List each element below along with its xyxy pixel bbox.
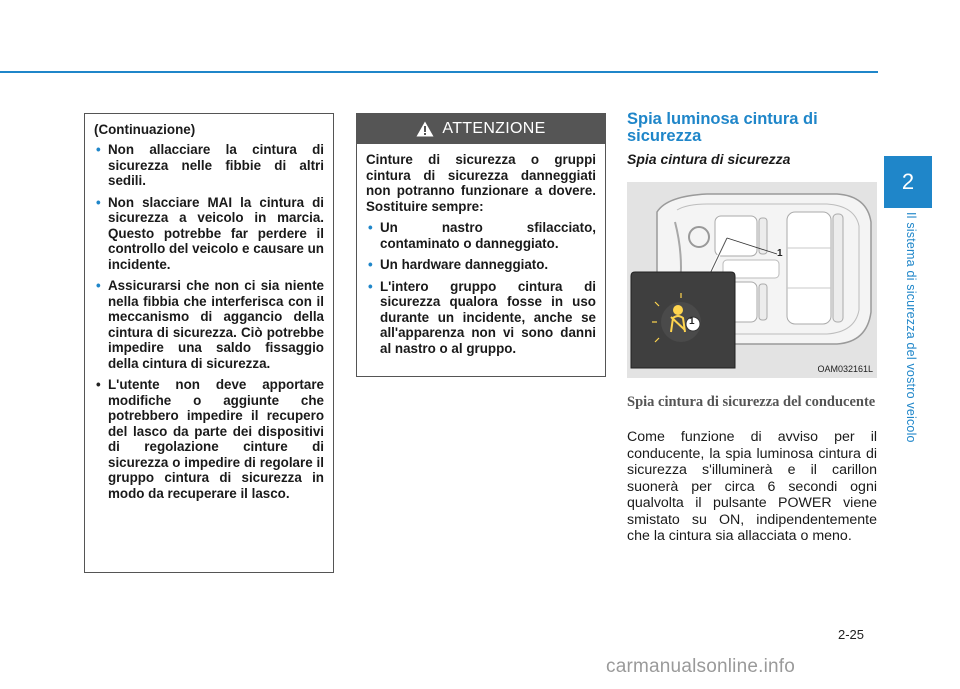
attention-list (366, 220, 596, 356)
chapter-tab (884, 156, 932, 208)
list-item: • Un hardware danneggiato. (368, 257, 549, 272)
page-number: 2-25 (838, 627, 865, 642)
subheading: Spia cintura di sicurezza del conducente (627, 394, 876, 410)
seatbelt-figure (627, 182, 877, 378)
bullet-icon: • (96, 377, 101, 392)
body-paragraph: Come funzione di avviso per il conducente, la spia luminosa cintura di sicurezza s'illuminerà e il carillon suonerà per circa 6 secondi ogni qualvolta il pulsante POWER viene smistato su ON, indipendentemente che la cintura sia allacciata o meno. (627, 429, 877, 544)
list-item: • Non slacciare MAI la cintura di sicurezza a veicolo in marcia. Questo potrebbe far perdere il controllo del veicolo e causare un incidente. (96, 194, 324, 272)
chapter-title: Il sistema di sicurezza del vostro veicolo (904, 212, 918, 443)
attention-heading: ATTENZIONE (442, 120, 546, 137)
callout-number: 1 (777, 248, 783, 259)
figure-code: OAM032161L (817, 364, 873, 374)
list-item: • Non allacciare la cintura di sicurezza nelle fibbie di altri sedili. (96, 142, 324, 188)
chapter-number: 2 (901, 169, 915, 194)
warning-triangle-icon (416, 121, 434, 137)
section-subtitle: Spia cintura di sicurezza (627, 151, 791, 167)
bullet-icon: • (96, 278, 101, 293)
warning-list (94, 142, 324, 501)
car-interior-illustration (627, 182, 877, 378)
attention-intro: Cinture di sicurezza o gruppi cintura di sicurezza danneggiati non potranno funzionare a dovere. Sostituire sempre: (366, 152, 596, 214)
callout-number: 1 (689, 316, 695, 327)
top-rule (0, 71, 878, 73)
list-item: • Assicurarsi che non ci sia niente nella fibbia che interferisca con il meccanismo di aggancio della cintura di sicurezza. Ciò potrebbe impedire una saldo fissaggio della cintura di sicurezza. (96, 278, 324, 371)
bullet-icon: • (96, 194, 101, 210)
list-item: • L'intero gruppo cintura di sicurezza qualora fosse in uso durante un incidente, anche se all'apparenza non vi sono danni al nastro o al gruppo. (368, 278, 596, 356)
watermark: carmanualsonline.info (606, 656, 796, 677)
attention-box (356, 113, 606, 377)
list-item: • L'utente non deve apportare modifiche o aggiunte che potrebbero impedire il recupero del lasco da parte dei dispositivi di regolazione cinture di sicurezza o impedire di regolare il gruppo cintura di sicurezza in modo da recuperare il lasco. (96, 377, 324, 501)
bullet-icon: • (368, 278, 373, 294)
bullet-icon: • (368, 220, 373, 235)
section-title: Spia luminosa cintura di sicurezza (627, 110, 818, 145)
attention-header (357, 114, 605, 144)
warning-continuation-box (84, 113, 334, 573)
bullet-icon: • (96, 142, 101, 157)
list-item: • Un nastro sfilacciato, contaminato o danneggiato. (368, 220, 596, 251)
bullet-icon: • (368, 257, 373, 272)
continuation-label: (Continuazione) (94, 122, 196, 137)
